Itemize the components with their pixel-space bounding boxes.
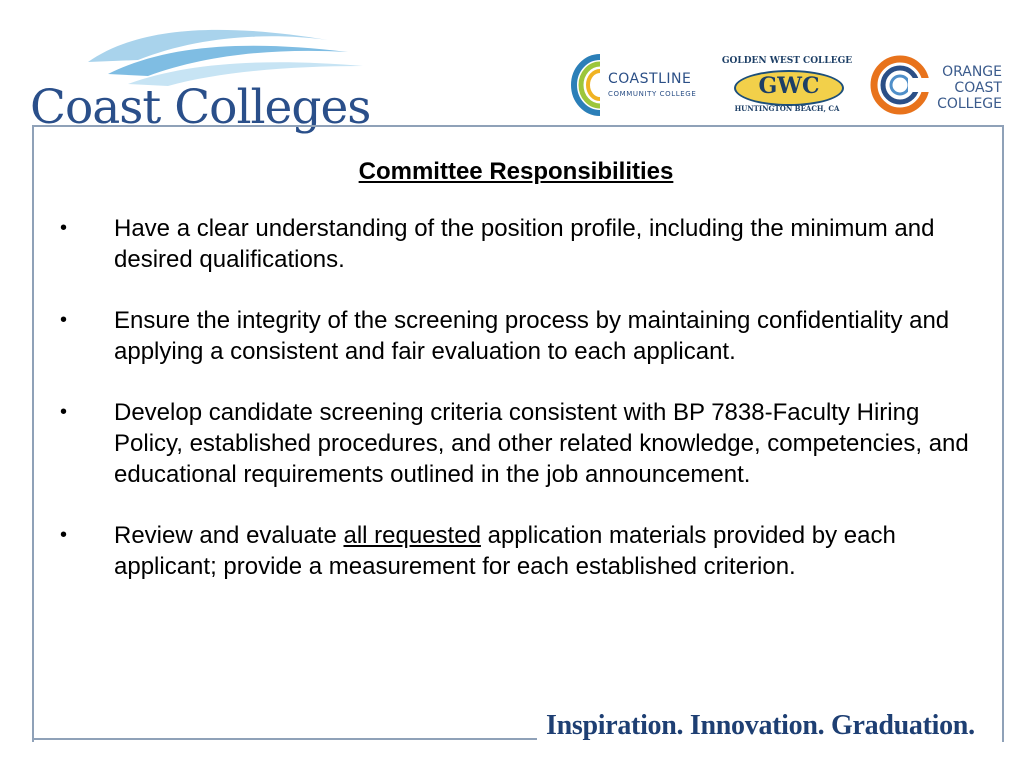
coastline-ring-icon — [570, 54, 610, 116]
bullet-text: Ensure the integrity of the screening process by maintaining confidentiality and applying a consistent and fair evaluation to each applicant. — [114, 307, 950, 365]
bullet-text-after: application materials provided by each applicant; provide a measurement for each established criterion. — [114, 522, 896, 580]
bullet-item — [32, 520, 974, 582]
bullet-text-before: Review and evaluate — [114, 522, 344, 549]
occ-name-line-3: COLLEGE — [937, 96, 1002, 112]
bullet-icon: • — [60, 217, 68, 239]
occ-name-line-2: COAST — [954, 80, 1002, 96]
college-logos — [566, 46, 1002, 124]
coastline-name: COASTLINE — [608, 71, 692, 87]
coast-colleges-logo — [28, 22, 388, 135]
footer-tagline: Inspiration. Innovation. Graduation. — [546, 710, 975, 741]
orange-coast-logo — [868, 46, 1002, 124]
bullet-icon: • — [60, 524, 68, 546]
coastline-sub: COMMUNITY COLLEGE — [608, 90, 697, 98]
coastline-logo — [566, 46, 706, 124]
bullet-item — [32, 213, 974, 275]
bullet-text: Have a clear understanding of the position profile, including the minimum and desired qualifications. — [114, 215, 935, 273]
gwc-top-text: GOLDEN WEST COLLEGE — [721, 56, 853, 66]
gwc-abbr: GWC — [758, 73, 820, 99]
golden-west-logo — [720, 46, 854, 124]
occ-name — [926, 64, 1002, 112]
bullet-list — [32, 213, 1000, 582]
bullet-icon: • — [60, 309, 68, 331]
slide-title: Committee Responsibilities — [358, 158, 674, 185]
bullet-text-underlined: all requested — [343, 522, 481, 549]
slide-content — [32, 150, 1000, 612]
bullet-item — [32, 305, 974, 367]
bullet-text: Develop candidate screening criteria consistent with BP 7838-Faculty Hiring Policy, established procedures, and other related knowledge, competencies, and educational requirements outlined in the job announcement. — [114, 399, 969, 488]
main-logo-text: Coast Colleges — [30, 80, 371, 135]
occ-ring-icon — [870, 54, 930, 116]
bottom-rule — [32, 738, 537, 740]
bullet-icon: • — [60, 401, 68, 423]
gwc-bottom-text: HUNTINGTON BEACH, CA — [734, 104, 840, 113]
occ-name-line-1: ORANGE — [942, 64, 1002, 80]
bullet-item — [32, 397, 974, 490]
